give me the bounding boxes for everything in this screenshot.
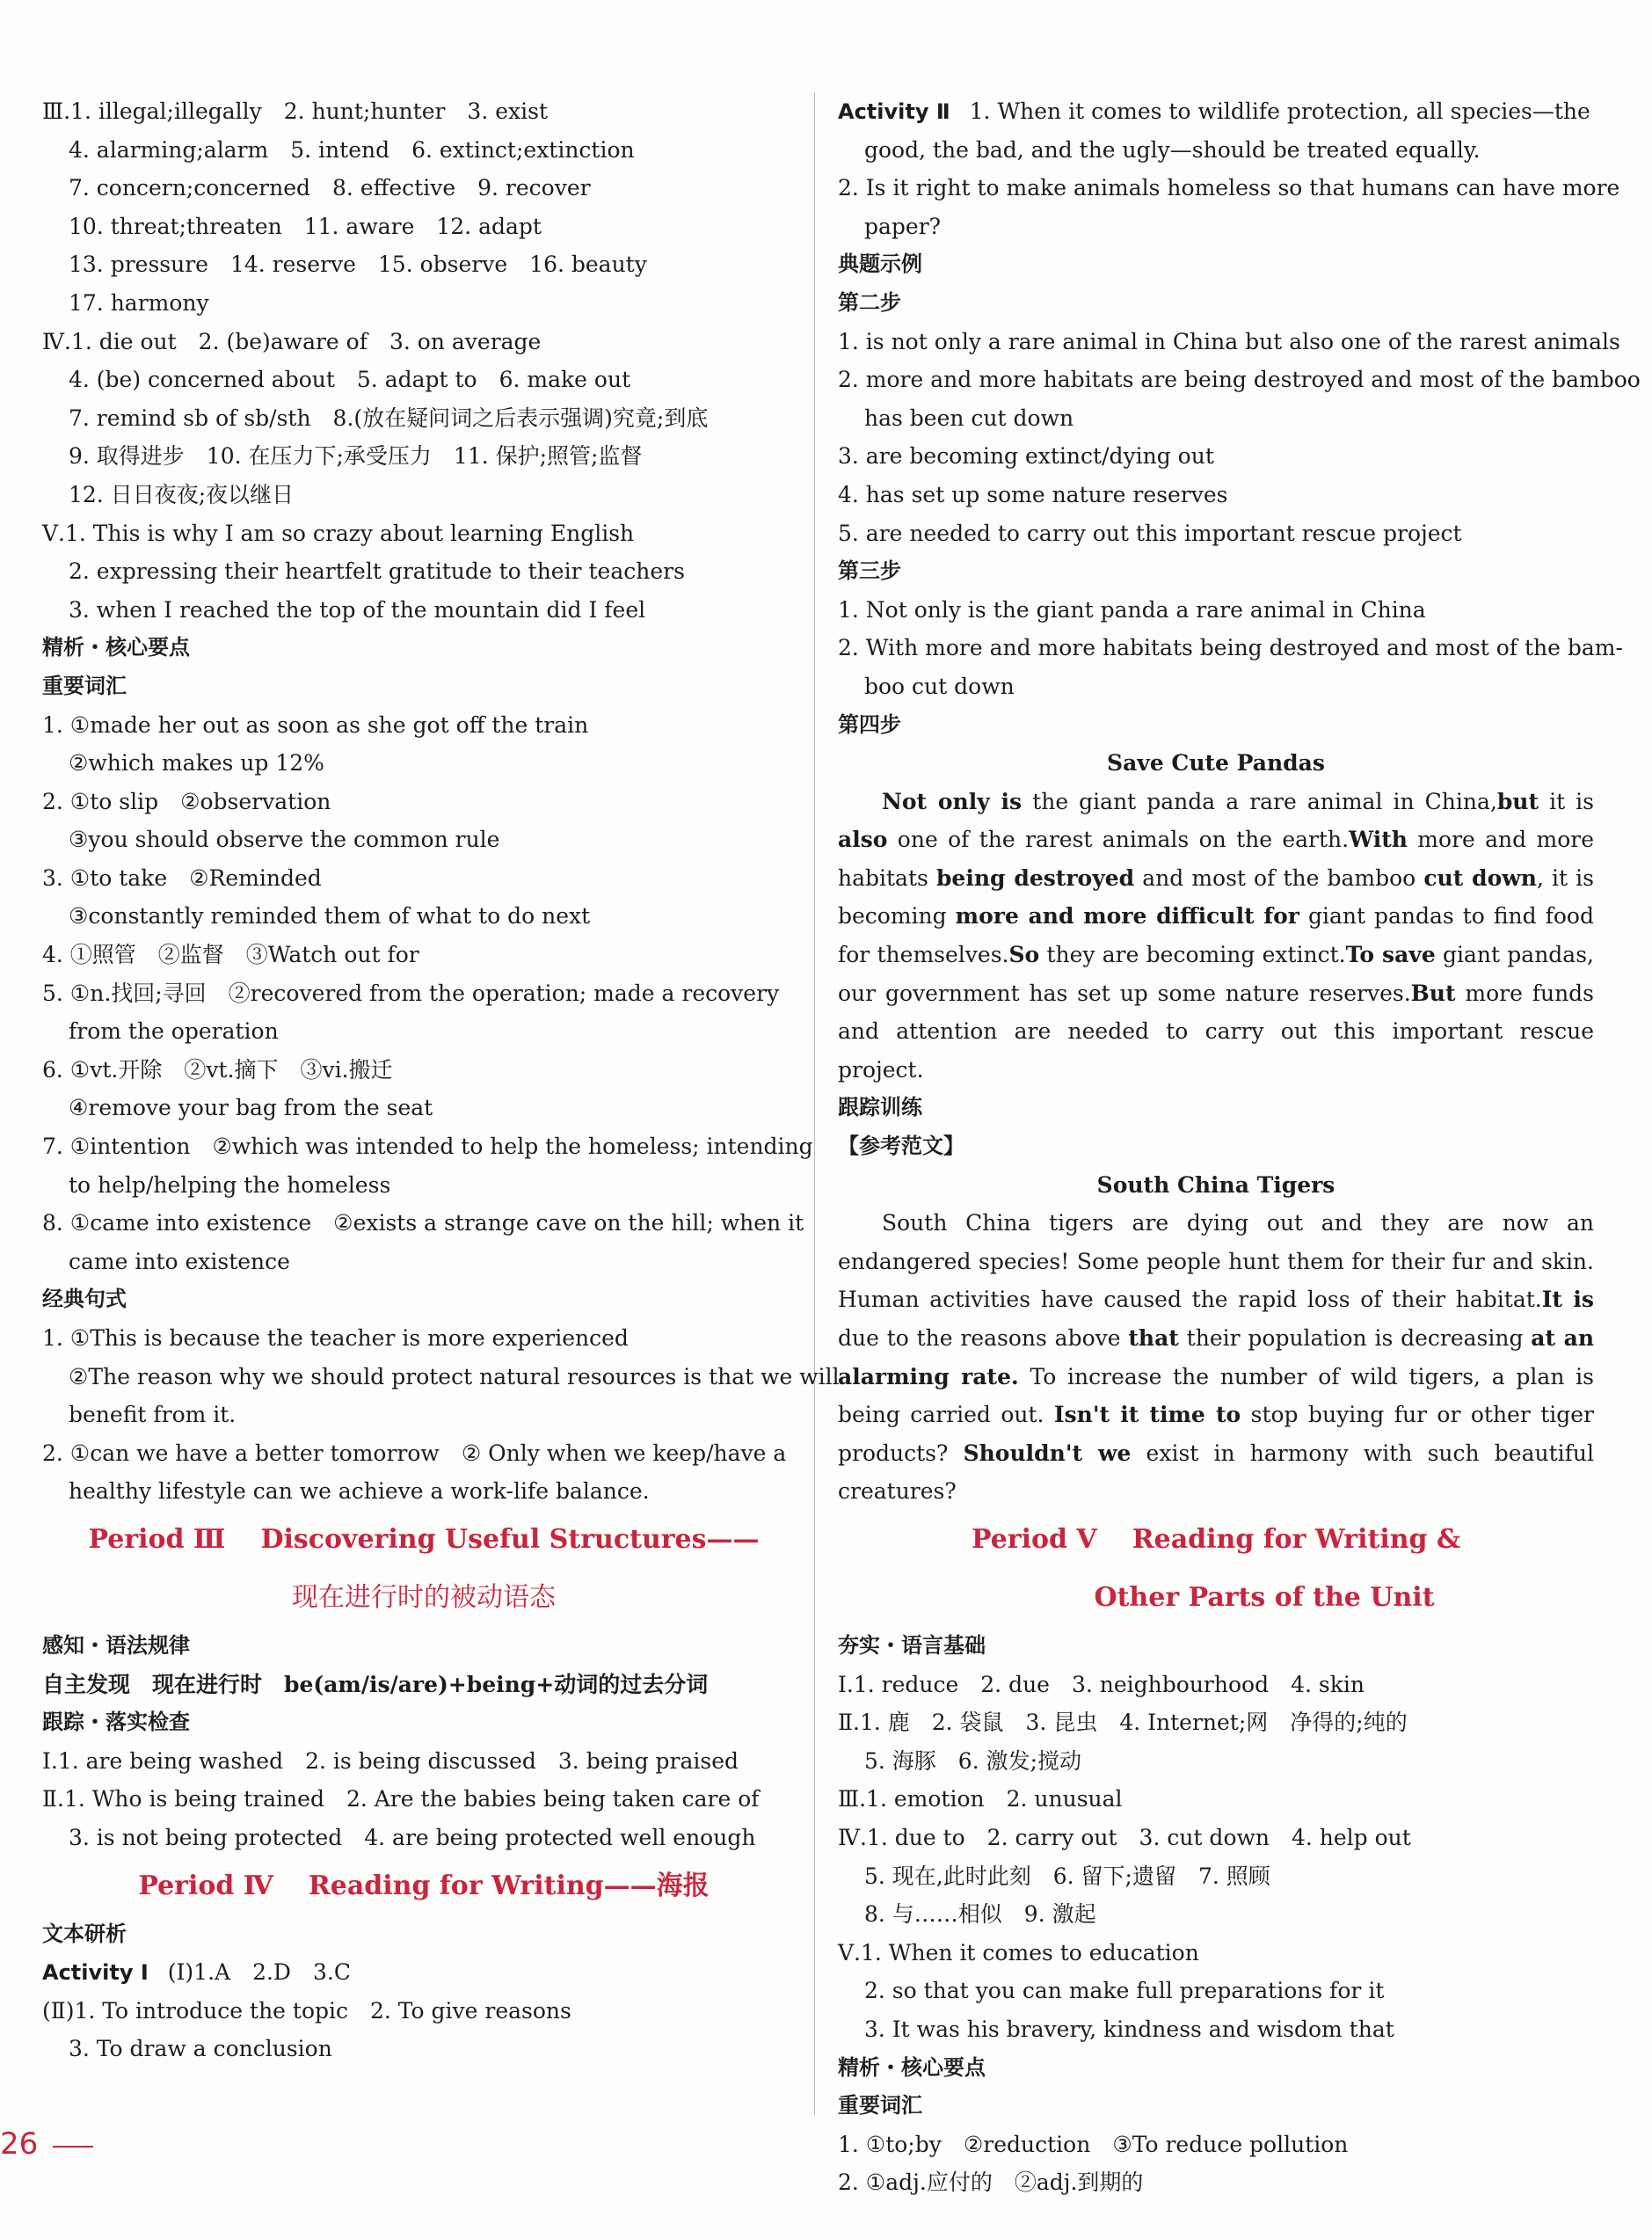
answer-line: ③you should observe the common rule	[69, 827, 500, 853]
essay-text: due to the reasons above	[838, 1325, 1129, 1351]
essay-keyword: at an alarming rate.	[838, 1325, 1594, 1389]
answer-line: 10. threat;threaten 11. aware 12. adapt	[69, 213, 542, 239]
answer-line: 2. so that you can make full preparations for it	[864, 1978, 1385, 2004]
essay-text: one of the rarest animals on the earth.	[887, 827, 1350, 853]
essay-keyword: Not only is	[882, 788, 1022, 814]
self-discovery-line: 自主发现 现在进行时 be(am/is/are)+being+动词的过去分词	[42, 1671, 709, 1697]
period-3-subtitle: 现在进行时的被动语态	[292, 1581, 556, 1613]
essay-text: exist in harmony with such beautiful creatures?	[838, 1440, 1594, 1505]
essay-keyword: being destroyed	[935, 864, 1135, 891]
answer-line: ②which makes up 12%	[69, 750, 324, 777]
section-heading-vocab: 重要词汇	[838, 2093, 922, 2119]
period-title-text: Discovering Useful Structures——	[260, 1523, 760, 1555]
essay-title: South China Tigers	[1096, 1171, 1335, 1198]
answer-line: healthy lifestyle can we achieve a work-life balance.	[69, 1478, 650, 1505]
period-5-title-line2: Other Parts of the Unit	[1094, 1581, 1435, 1613]
answer-line: has been cut down	[864, 405, 1074, 431]
answer-line: Ⅴ.1. When it comes to education	[838, 1939, 1199, 1966]
essay-keyword: It is	[1541, 1287, 1594, 1313]
answer-line: 2. ①can we have a better tomorrow ② Only when we keep/have a	[42, 1440, 787, 1466]
section-heading-example: 典题示例	[838, 252, 922, 277]
essay-keyword: But	[1410, 980, 1456, 1006]
period-5-title	[838, 1511, 1594, 1569]
answer-line: (Ⅱ)1. To introduce the topic 2. To give reasons	[42, 1997, 571, 2024]
essay-tigers	[838, 1204, 1594, 1511]
period-title-text: Reading for Writing——海报	[308, 1870, 710, 1901]
section-heading-solid: 夯实・语言基础	[838, 1632, 986, 1658]
answer-line: ③constantly reminded them of what to do next	[69, 903, 591, 930]
section-heading-text: 文本研析	[42, 1921, 127, 1946]
section-heading-step3: 第三步	[838, 558, 901, 584]
page-number-rule	[53, 2146, 93, 2148]
left-column	[42, 92, 840, 2068]
answers-group-1	[42, 92, 805, 629]
answer-line: 5. are needed to carry out this important rescue project	[838, 520, 1462, 546]
answer-line: good, the bad, and the ugly—should be treated equally.	[864, 136, 1481, 163]
answer-line: Ⅱ.1. Who is being trained 2. Are the babies being taken care of	[42, 1786, 760, 1812]
section-heading-perceive: 感知・语法规律	[42, 1632, 190, 1658]
essay-keyword: more and more difficult for	[955, 903, 1299, 930]
answer-line: from the operation	[69, 1018, 279, 1045]
answer-line: 4. alarming;alarm 5. intend 6. extinct;extinction	[69, 136, 635, 163]
answer-line: 3. To draw a conclusion	[69, 2036, 332, 2062]
essay-keyword: also	[838, 827, 888, 853]
essay-text: South China tigers are dying out and they are now an endangered species! Some people hunt them for their fur and skin. Human activities have caused the rapid loss of their habitat.	[838, 1210, 1594, 1313]
section-heading-sentence: 经典句式	[42, 1287, 127, 1312]
essay-text: and most of the bamboo	[1134, 864, 1424, 891]
answer-line: Ⅴ.1. This is why I am so crazy about learning English	[42, 520, 635, 546]
answer-line: 3. ①to take ②Reminded	[42, 864, 322, 891]
period-number: Period Ⅴ	[971, 1523, 1097, 1555]
answer-line: paper?	[864, 213, 942, 239]
right-column	[838, 92, 1641, 2202]
essay-keyword: To save	[1345, 942, 1436, 968]
answer-line: 12. 日日夜夜;夜以继日	[69, 481, 295, 507]
period-number: Period Ⅳ	[138, 1870, 273, 1901]
answers-group-4	[42, 1742, 805, 1857]
essay-keyword: that	[1128, 1325, 1179, 1351]
answer-line: Ⅰ.1. are being washed 2. is being discussed 3. being praised	[42, 1747, 739, 1774]
answer-line: Ⅰ.1. reduce 2. due 3. neighbourhood 4. skin	[838, 1671, 1365, 1697]
essay-keyword: Shouldn't we	[963, 1440, 1132, 1466]
answer-line: 4. (be) concerned about 5. adapt to 6. make out	[69, 367, 631, 393]
answer-line: benefit from it.	[69, 1402, 237, 1428]
answer-line: came into existence	[69, 1248, 290, 1274]
section-heading-follow: 跟踪训练	[838, 1095, 922, 1120]
essay-text: To increase the number of wild tigers, a plan is being carried out.	[838, 1363, 1594, 1428]
answer-line: 7. concern;concerned 8. effective 9. recover	[69, 175, 591, 201]
answer-line: Ⅳ.1. due to 2. carry out 3. cut down 4. help out	[838, 1824, 1411, 1850]
answer-line: 3. It was his bravery, kindness and wisdom that	[864, 2016, 1394, 2042]
essay-text: giant pandas, our government has set up some nature reserves.	[838, 942, 1594, 1006]
answer-line: 5. 现在,此时此刻 6. 留下;遗留 7. 照顾	[864, 1863, 1270, 1889]
answer-line: 13. pressure 14. reserve 15. observe 16. beauty	[69, 252, 647, 278]
answer-line: 17. harmony	[69, 289, 209, 316]
section-heading-core: 精析・核心要点	[42, 635, 190, 660]
answer-line: 3. when I reached the top of the mountain did I feel	[69, 596, 646, 623]
answer-line: 1. ①to;by ②reduction ③To reduce pollution	[838, 2131, 1349, 2157]
answer-line: 2. With more and more habitats being destroyed and most of the bam-	[838, 635, 1623, 661]
answer-line: 7. remind sb of sb/sth 8.(放在疑问词之后表示强调)究竟;到底	[69, 405, 709, 431]
answer-line: 2. Is it right to make animals homeless so that humans can have more	[838, 175, 1620, 201]
answer-line: 1. is not only a rare animal in China but also one of the rarest animals	[838, 328, 1620, 354]
section-heading-vocab: 重要词汇	[42, 673, 127, 698]
answer-line: 7. ①intention ②which was intended to help the homeless; intending	[42, 1134, 813, 1160]
essay-title: Save Cute Pandas	[1107, 750, 1325, 777]
essay-text: stop buying fur or other tiger products?	[838, 1402, 1594, 1466]
essay-text: they are becoming extinct.	[1039, 942, 1346, 968]
answer-line: 1. Not only is the giant panda a rare animal in China	[838, 596, 1426, 623]
activity-label: Activity Ⅱ	[838, 99, 950, 124]
section-heading-track: 跟踪・落实检查	[42, 1710, 190, 1735]
answer-line: boo cut down	[864, 673, 1015, 699]
section-heading-step4: 第四步	[838, 711, 901, 737]
essay-keyword: Isn't it time to	[1053, 1402, 1241, 1428]
essay-paragraph	[838, 1204, 1594, 1511]
answer-line: 9. 取得进步 10. 在压力下;承受压力 11. 保护;照管;监督	[69, 443, 643, 470]
essay-keyword: but	[1496, 788, 1539, 814]
period-title-text: Reading for Writing &	[1132, 1523, 1461, 1555]
page-number: 26	[0, 2126, 39, 2162]
column-divider	[814, 92, 815, 2115]
answer-line: 1. ①This is because the teacher is more experienced	[42, 1325, 629, 1351]
answer-line: 3. is not being protected 4. are being protected well enough	[69, 1824, 756, 1850]
essay-keyword: cut down	[1423, 864, 1537, 891]
essay-keyword: With	[1349, 827, 1408, 853]
answers-group-2	[42, 706, 813, 1281]
answers-group-3	[42, 1319, 840, 1511]
answer-line: 4. ①照管 ②监督 ③Watch out for	[42, 942, 419, 968]
essay-text: more and more habitats	[838, 827, 1594, 891]
section-heading-reference: 【参考范文】	[838, 1134, 964, 1159]
answer-line: ②The reason why we should protect natural resources is that we will	[69, 1363, 840, 1389]
answer-line: 4. has set up some nature reserves	[838, 481, 1228, 507]
activity-answer: 1. When it comes to wildlife protection, all species—the	[969, 98, 1590, 124]
answer-line: 8. 与……相似 9. 激起	[864, 1901, 1096, 1928]
answer-line: 5. 海豚 6. 激发;搅动	[864, 1747, 1082, 1774]
essay-text: , it is becoming	[838, 864, 1594, 930]
essay-pandas	[838, 783, 1594, 1090]
period-4-title	[42, 1857, 805, 1915]
essay-text: giant pandas to find food for themselves.	[838, 903, 1594, 968]
answer-line: Ⅱ.1. 鹿 2. 袋鼠 3. 昆虫 4. Internet;网 净得的;纯的	[838, 1710, 1408, 1736]
answer-line: to help/helping the homeless	[69, 1171, 391, 1198]
essay-text: the giant panda a rare animal in China,	[1022, 788, 1497, 814]
answer-line: Ⅳ.1. die out 2. (be)aware of 3. on average	[42, 328, 542, 354]
essay-paragraph	[838, 783, 1594, 1090]
answer-line: Ⅲ.1. emotion 2. unusual	[838, 1786, 1123, 1812]
essay-text: their population is decreasing	[1178, 1325, 1532, 1351]
answer-line: Ⅲ.1. illegal;illegally 2. hunt;hunter 3. exist	[42, 98, 549, 124]
activity-label: Activity Ⅰ	[42, 1960, 149, 1986]
period-number: Period Ⅲ	[88, 1523, 226, 1555]
activity-answers: (Ⅰ)1.A 2.D 3.C	[167, 1959, 351, 1986]
answer-line: 6. ①vt.开除 ②vt.摘下 ③vi.搬迁	[42, 1056, 393, 1083]
answer-line: 2. ①to slip ②observation	[42, 788, 331, 814]
essay-text: it is	[1539, 788, 1595, 814]
activity-1-line	[42, 1953, 805, 1992]
activity-2-line	[838, 92, 1594, 131]
essay-keyword: So	[1008, 942, 1040, 968]
answer-line: 1. ①made her out as soon as she got off the train	[42, 711, 589, 738]
period-3-title	[42, 1511, 805, 1569]
answer-line: 3. are becoming extinct/dying out	[838, 443, 1214, 470]
essay-text: more funds and attention are needed to carry out this important rescue project.	[838, 980, 1595, 1083]
answer-line: ④remove your bag from the seat	[69, 1095, 433, 1121]
answer-line: 2. expressing their heartfelt gratitude to their teachers	[69, 558, 685, 585]
answer-line: 2. ①adj.应付的 ②adj.到期的	[838, 2170, 1144, 2196]
answer-line: 2. more and more habitats are being destroyed and most of the bamboo	[838, 367, 1641, 393]
answer-line: 5. ①n.找回;寻回 ②recovered from the operation; made a recovery	[42, 980, 780, 1006]
section-heading-step2: 第二步	[838, 289, 901, 315]
answer-line: 8. ①came into existence ②exists a strange cave on the hill; when it	[42, 1210, 804, 1236]
section-heading-core: 精析・核心要点	[838, 2054, 986, 2080]
